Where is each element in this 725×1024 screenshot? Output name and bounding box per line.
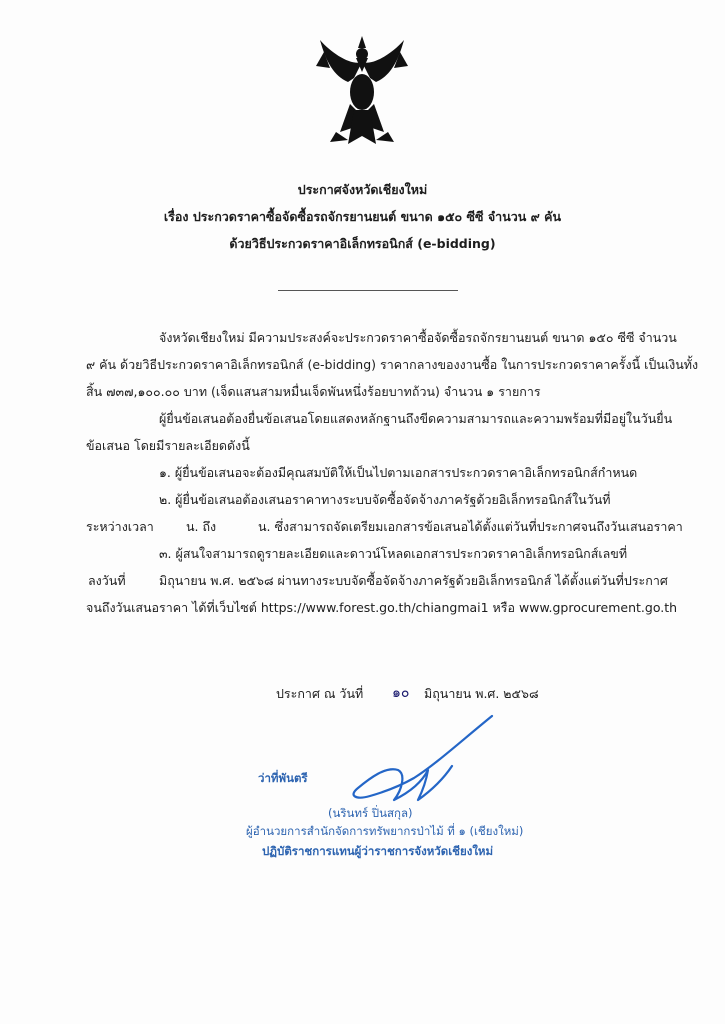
paragraph1-line2: ๙ คัน ด้วยวิธีประกวดราคาอิเล็กทรอนิกส์ (e-bidding) ราคากลางของงานซื้อ ในการประกวดราคาครั้งนี้ เป็นเงินทั้ง	[86, 357, 699, 372]
condition-item-1: ๑. ผู้ยื่นข้อเสนอจะต้องมีคุณสมบัติให้เป็นไปตามเอกสารประกวดราคาอิเล็กทรอนิกส์กำหนด	[159, 465, 638, 480]
paragraph1-line1: จังหวัดเชียงใหม่ มีความประสงค์จะประกวดราคาซื้อจัดซื้อรถจักรยานยนต์ ขนาด ๑๕๐ ซีซี จำนวน	[159, 330, 677, 345]
condition-item-3-line1: ๓. ผู้สนใจสามารถดูรายละเอียดและดาวน์โหลดเอกสารประกวดราคาอิเล็กทรอนิกส์เลขที่	[159, 546, 628, 561]
condition-item-3-line2: มิถุนายน พ.ศ. ๒๕๖๘ ผ่านทางระบบจัดซื้อจัดจ้างภาครัฐด้วยอิเล็กทรอนิกส์ ได้ตั้งแต่วันที่ประกาศ	[159, 573, 668, 588]
announce-date-prefix: ประกาศ ณ วันที่	[276, 686, 364, 701]
condition-item-2-line2: น. ซึ่งสามารถจัดเตรียมเอกสารข้อเสนอได้ตั้งแต่วันที่ประกาศจนถึงวันเสนอราคา	[258, 519, 683, 534]
signer-name: (นรินทร์ ปิ่นสกุล)	[328, 806, 413, 820]
condition-item-3-line3: จนถึงวันเสนอราคา ได้ที่เว็บไซต์ https://www.forest.go.th/chiangmai1 หรือ www.gprocurement.go.th	[86, 600, 678, 615]
garuda-emblem-icon	[312, 32, 412, 147]
signer-rank: ว่าที่พันตรี	[258, 771, 308, 785]
paragraph2-line1: ผู้ยื่นข้อเสนอต้องยื่นข้อเสนอโดยแสดงหลักฐานถึงขีดความสามารถและความพร้อมที่มีอยู่ในวันยื่น	[159, 411, 673, 426]
signature-scribble-icon	[340, 712, 500, 812]
condition-item-2-line1: ๒. ผู้ยื่นข้อเสนอต้องเสนอราคาทางระบบจัดซื้อจัดจ้างภาครัฐด้วยอิเล็กทรอนิกส์ในวันที่	[159, 492, 611, 507]
announce-day: ๑๐	[392, 685, 410, 701]
title-line-2: เรื่อง ประกวดราคาซื้อจัดซื้อรถจักรยานยนต์ ขนาด ๑๕๐ ซีซี จำนวน ๙ คัน	[163, 209, 562, 224]
condition-item-2-time-label: ระหว่างเวลา	[86, 519, 154, 534]
header-divider	[278, 290, 458, 291]
condition-item-2-time-to: น. ถึง	[186, 519, 217, 534]
paragraph2-line2: ข้อเสนอ โดยมีรายละเอียดดังนี้	[86, 438, 250, 453]
title-line-3: ด้วยวิธีประกวดราคาอิเล็กทรอนิกส์ (e-bidding)	[229, 236, 496, 251]
signer-position-2: ปฏิบัติราชการแทนผู้ว่าราชการจังหวัดเชียงใหม่	[262, 844, 494, 858]
announce-date-rest: มิถุนายน พ.ศ. ๒๕๖๘	[424, 686, 539, 701]
title-line-1: ประกาศจังหวัดเชียงใหม่	[297, 182, 428, 197]
paragraph1-line3: สิ้น ๗๓๗,๑๐๐.๐๐ บาท (เจ็ดแสนสามหมื่นเจ็ดพันหนึ่งร้อยบาทถ้วน) จำนวน ๑ รายการ	[86, 384, 541, 399]
condition-item-3-date-label: ลงวันที่	[88, 573, 126, 588]
signer-position-1: ผู้อำนวยการสำนักจัดการทรัพยากรป่าไม้ ที่ ๑ (เชียงใหม่)	[246, 824, 524, 838]
